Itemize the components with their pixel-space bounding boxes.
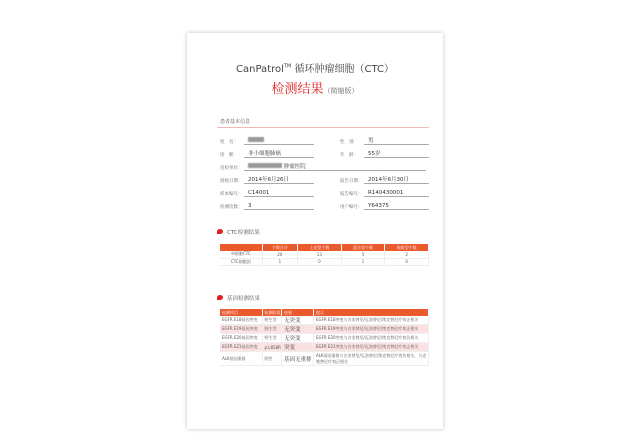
gene-table: 检测项目 检测阶段 结果 提示 EGFR E18基因突变 野生型 无突变 EGFR E18突变与吉非替尼/厄洛替尼/埃克替尼疗效正相关 EGFR E19基因突变 野生型 无突变 EGFR E19突变与吉非替尼/厄洛替尼/埃克替尼疗效正相关 EGFR E20基因突变 野生型 无突变 EGFR E20突变与吉非替尼/厄洛替尼/埃克替尼疗效负相关 EGFR E21基因突变 p.L858R 突变 EGFR E21突变与吉非替尼/厄洛替尼/埃克替尼疗效正相关 ALK基因重排 阴性 基因无重排 ALK基因重排与吉非替尼/厄洛替尼/埃克替尼疗效负相关，与克唑替尼疗效正相关 [220, 309, 429, 366]
table-row: 单细胞CTC 20 13 5 2 [220, 251, 429, 258]
field-name: 姓 名： [220, 137, 314, 145]
field-age: 年 龄： 55岁 [340, 150, 429, 158]
field-diagnosis: 诊 断： 非小细胞肺癌 [220, 150, 314, 158]
field-hospital: 送检单位： 肿瘤医院 [220, 163, 426, 171]
field-sample-id: 样本编号： C14001 [220, 189, 314, 197]
field-user-id: 用户编号： Y64375 [340, 202, 429, 210]
bullet-icon [217, 229, 223, 234]
field-received-date: 接收日期： 2014年6月26日 [220, 176, 314, 184]
field-report-id: 报告编号： R140430001 [340, 189, 429, 197]
table-row: EGFR E20基因突变 野生型 无突变 EGFR E20突变与吉非替尼/厄洛替尼/埃克替尼疗效负相关 [220, 334, 429, 343]
table-row: ALK基因重排 阴性 基因无重排 ALK基因重排与吉非替尼/厄洛替尼/埃克替尼疗效负相关，与克唑替尼疗效正相关 [220, 352, 429, 366]
ctc-table: 个数合计 上皮型个数 混合型个数 间质型个数 单细胞CTC 20 13 5 2 CTC细胞团 1 0 1 0 [220, 244, 429, 266]
field-report-date: 报告日期： 2014年6月30日 [340, 176, 429, 184]
report-subtitle: 检测结果（简缩版） [271, 82, 359, 97]
field-test-count: 检测次数： 3 [220, 202, 314, 210]
divider [217, 127, 429, 128]
bullet-icon [217, 295, 223, 300]
table-row: EGFR E18基因突变 野生型 无突变 EGFR E18突变与吉非替尼/厄洛替尼/埃克替尼疗效正相关 [220, 316, 429, 325]
table-row: CTC细胞团 1 0 1 0 [220, 258, 429, 265]
table-row: EGFR E19基因突变 野生型 无突变 EGFR E19突变与吉非替尼/厄洛替尼/埃克替尼疗效正相关 [220, 325, 429, 334]
field-gender: 性 别： 男 [340, 137, 429, 145]
report-title: CanPatrol™ 循环肿瘤细胞（CTC） [236, 63, 394, 75]
table-row: EGFR E21基因突变 p.L858R 突变 EGFR E21突变与吉非替尼/厄洛替尼/埃克替尼疗效正相关 [220, 343, 429, 352]
basic-info-heading: 患者基本信息 [220, 119, 251, 125]
gene-heading: 基因检测结果 [227, 296, 261, 302]
report-page [187, 33, 443, 429]
ctc-heading: CTC检测结果 [227, 230, 260, 236]
